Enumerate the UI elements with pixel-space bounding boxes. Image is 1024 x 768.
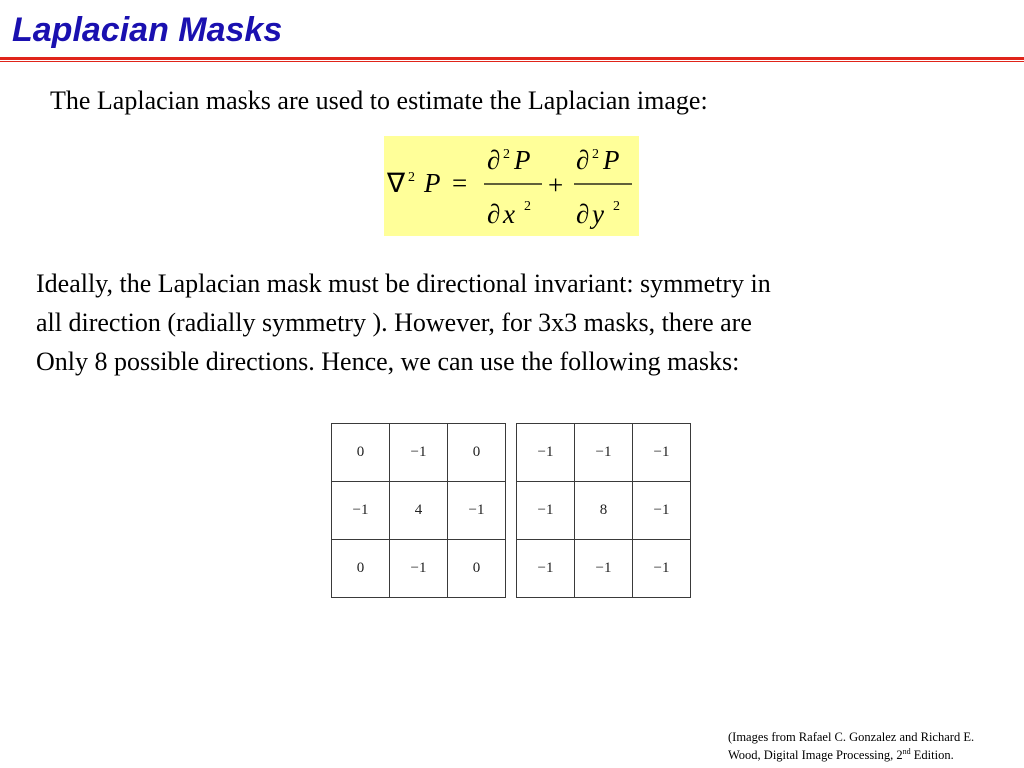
fraction1-num-partial: ∂ — [487, 145, 501, 175]
body-paragraph — [36, 264, 1011, 381]
laplacian-mask-4-neighbor — [331, 423, 506, 598]
mask-cell: −1 — [575, 540, 633, 598]
mask-cell: −1 — [517, 540, 575, 598]
fraction2-den-partial: ∂ — [576, 199, 590, 229]
mask-cell: −1 — [517, 482, 575, 540]
mask-cell: −1 — [390, 424, 448, 482]
title-underline-thin — [0, 61, 1024, 62]
mask-cell: −1 — [575, 424, 633, 482]
intro-text: The Laplacian masks are used to estimate the Laplacian image: — [50, 86, 708, 115]
laplacian-mask-8-neighbor — [516, 423, 691, 598]
mask-cell: 4 — [390, 482, 448, 540]
image-source-citation — [728, 728, 1018, 764]
mask-cell: 0 — [448, 424, 506, 482]
paragraph-line: Ideally, the Laplacian mask must be directional invariant: symmetry in — [36, 269, 771, 298]
mask-row — [332, 424, 506, 482]
mask-row — [332, 482, 506, 540]
mask-cell: −1 — [633, 482, 691, 540]
mask-cell: −1 — [390, 540, 448, 598]
lhs-exponent: 2 — [408, 170, 415, 185]
citation-line-2 — [728, 746, 1018, 764]
mask-row — [332, 540, 506, 598]
title-underline-thick — [0, 57, 1024, 60]
fraction1-den-partial: ∂ — [487, 199, 501, 229]
fraction1-num-variable: P — [514, 145, 531, 175]
mask-row — [517, 424, 691, 482]
plus-sign: + — [548, 170, 564, 200]
citation-superscript: nd — [902, 746, 911, 756]
mask-cell: −1 — [448, 482, 506, 540]
fraction1-num-exponent: 2 — [503, 147, 510, 162]
citation-line-2-text: Wood, Digital Image Processing, 2 — [728, 748, 903, 762]
mask-cell: −1 — [633, 540, 691, 598]
equals-sign: = — [452, 168, 468, 198]
nabla-symbol: ∇ — [387, 168, 406, 198]
equation-svg — [384, 136, 639, 236]
fraction1-den-exponent: 2 — [524, 199, 531, 214]
mask-cell: −1 — [517, 424, 575, 482]
fraction1-den-variable: x — [503, 199, 515, 229]
slide-title: Laplacian Masks — [12, 11, 283, 49]
fraction2-den-exponent: 2 — [613, 199, 620, 214]
lhs-variable: P — [424, 168, 441, 198]
mask-row — [517, 540, 691, 598]
mask-cell: −1 — [633, 424, 691, 482]
fraction2-num-variable: P — [603, 145, 620, 175]
paragraph-line: Only 8 possible directions. Hence, we can use the following masks: — [36, 347, 740, 376]
mask-cell: 0 — [448, 540, 506, 598]
fraction2-den-variable: y — [592, 199, 604, 229]
title-underline — [0, 57, 1024, 63]
citation-line-2-end: Edition. — [910, 748, 954, 762]
mask-cell: 0 — [332, 540, 390, 598]
laplacian-equation — [384, 136, 639, 236]
paragraph-line: all direction (radially symmetry ). However, for 3x3 masks, there are — [36, 308, 752, 337]
fraction2-num-partial: ∂ — [576, 145, 590, 175]
mask-row — [517, 482, 691, 540]
mask-cell: −1 — [332, 482, 390, 540]
mask-cell: 0 — [332, 424, 390, 482]
fraction2-num-exponent: 2 — [592, 147, 599, 162]
mask-cell: 8 — [575, 482, 633, 540]
citation-line-1: (Images from Rafael C. Gonzalez and Richard E. — [728, 730, 975, 744]
